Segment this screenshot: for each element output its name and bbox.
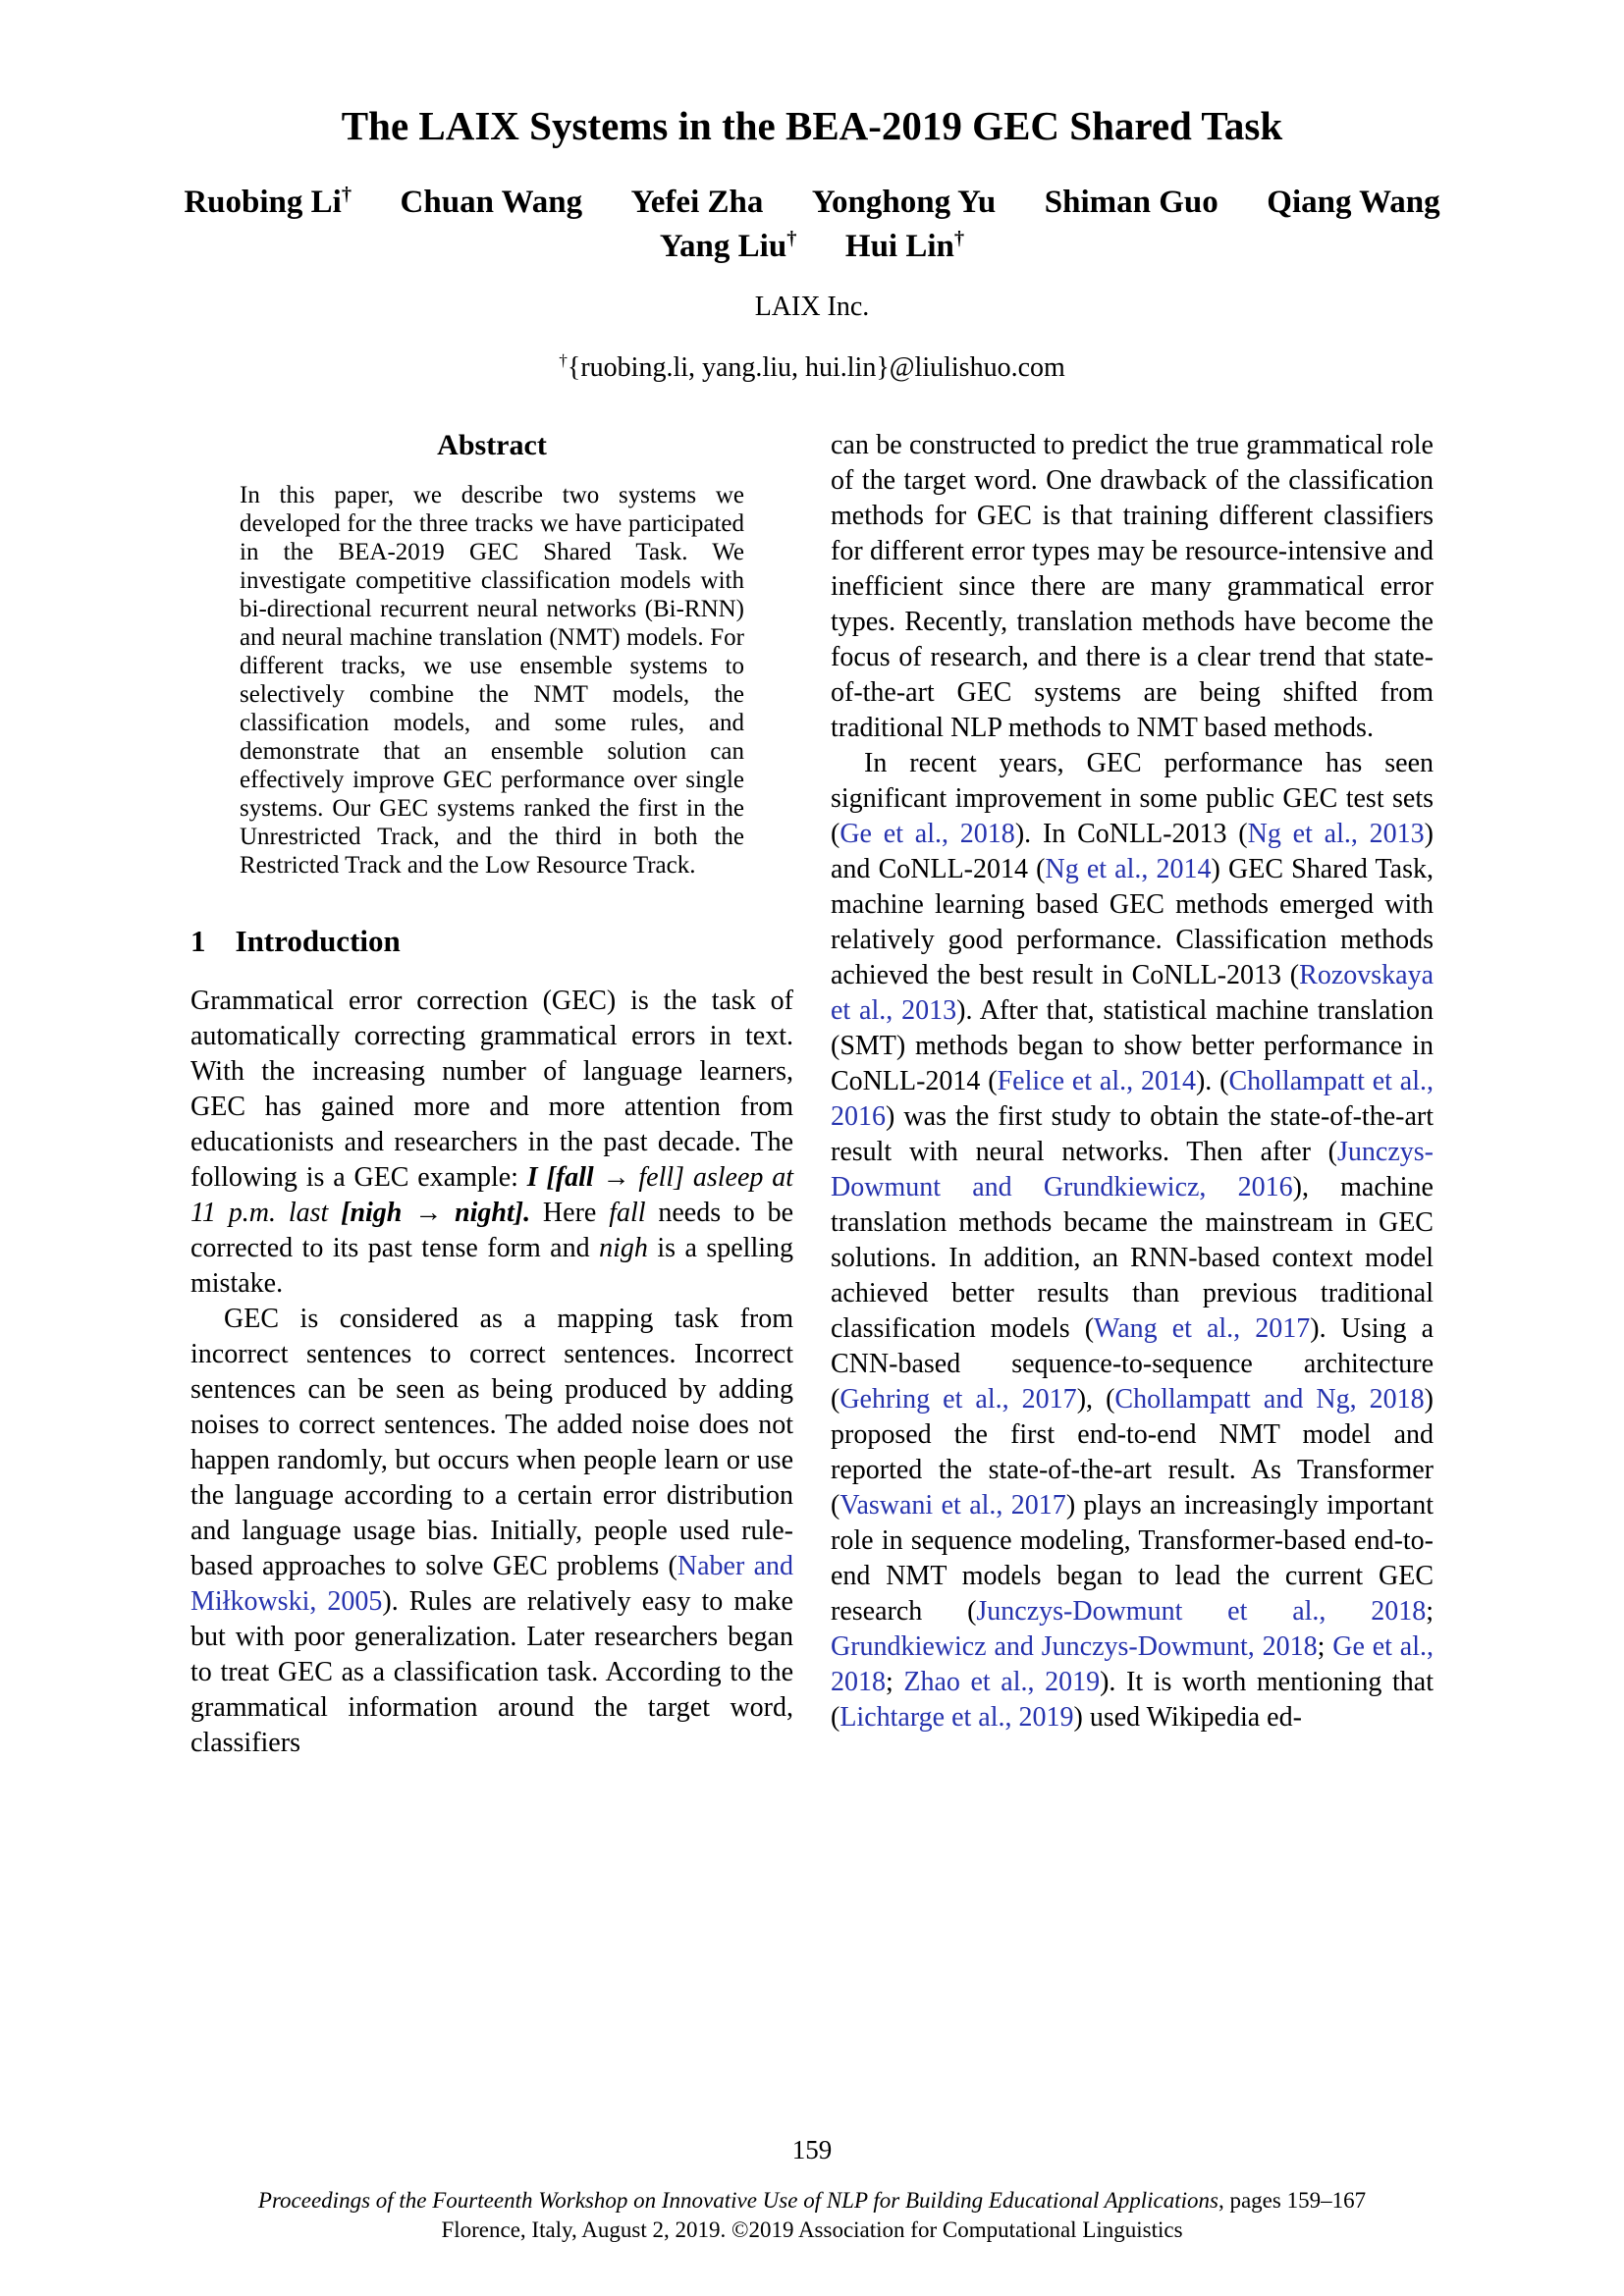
- citation-link[interactable]: Junczys-Dowmunt et al., 2018: [976, 1596, 1427, 1627]
- text-run: , pages 159–167: [1218, 2188, 1367, 2213]
- text-run: {ruobing.li, yang.liu, hui.lin}@liulishuo.com: [567, 352, 1065, 383]
- intro-paragraph-2: [190, 1302, 793, 1761]
- text-run: Chuan Wang: [400, 185, 583, 220]
- text-run: ). In CoNLL-2013 (: [1014, 819, 1248, 849]
- text-run: ) proposed the first end-to-end NMT model and reported the state-of-the-art result. As Transformer (: [831, 1384, 1434, 1521]
- right-paragraph-2: [831, 746, 1434, 1735]
- text-run: ), (: [1076, 1384, 1115, 1415]
- text-run: ), machine translation methods became the mainstream in GEC solutions. In addition, an RNN-based context model achieved better results than previous traditional classification models (: [831, 1172, 1434, 1344]
- author-line-1: [0, 181, 1624, 225]
- text-run-sup: †: [953, 228, 965, 249]
- citation-link[interactable]: Rozovskaya et al., 2013: [831, 960, 1434, 1026]
- text-run: Yefei Zha: [630, 185, 764, 220]
- paper-header: [0, 0, 1624, 385]
- citation-link[interactable]: Naber and Miłkowski, 2005: [190, 1551, 793, 1617]
- text-run-sup: †: [559, 350, 568, 370]
- footer-venue: Florence, Italy, August 2, 2019. ©2019 Association for Computational Linguistics: [441, 2217, 1183, 2242]
- affiliation: LAIX Inc.: [754, 292, 870, 322]
- text-run: Yang Liu: [659, 229, 787, 264]
- citation-link[interactable]: Gehring et al., 2017: [839, 1384, 1077, 1415]
- text-run-bi: [nigh: [341, 1198, 403, 1228]
- email-line: [0, 351, 1624, 385]
- text-run: Ruobing Li: [184, 185, 342, 220]
- citation-link[interactable]: Grundkiewicz and Junczys-Dowmunt, 2018: [831, 1631, 1318, 1662]
- citation-link[interactable]: Chollampatt and Ng, 2018: [1114, 1384, 1425, 1415]
- abstract-text: [240, 481, 744, 880]
- text-run: is a spelling mistake.: [190, 1233, 793, 1299]
- text-run: ;: [1426, 1596, 1434, 1627]
- section-heading-introduction: [190, 923, 793, 960]
- text-run: can be constructed to predict the true grammatical role of the target word. One drawback of the classification methods for GEC is that training different classifiers for different error types may be resource-intensive and inefficient since there are many grammatical error types. Recently, translation methods have become the focus of research, and there is a clear trend that state-of-the-art GEC systems are being shifted from traditional NLP methods to NMT based methods.: [831, 430, 1434, 743]
- citation-link[interactable]: Chollampatt et al., 2016: [831, 1066, 1434, 1132]
- text-run-i: nigh: [599, 1233, 648, 1263]
- author-line-2: [0, 225, 1624, 269]
- text-run-i: →: [593, 1162, 639, 1193]
- text-run-i: fell] asleep at 11 p.m. last: [190, 1162, 794, 1228]
- text-run: Hui Lin: [844, 229, 954, 264]
- page-footer: [0, 2134, 1624, 2245]
- text-run: ) and CoNLL-2014 (: [831, 819, 1434, 884]
- text-run: ) GEC Shared Task, machine learning based GEC methods emerged with relatively good performance. Classification methods achieved the best result in CoNLL-2013 (: [831, 854, 1434, 990]
- citation-link[interactable]: Vaswani et al., 2017: [839, 1490, 1066, 1521]
- citation-link[interactable]: Ge et al., 2018: [839, 819, 1015, 849]
- text-run: Here: [530, 1198, 610, 1228]
- text-run: Yonghong Yu: [811, 185, 997, 220]
- citation-link[interactable]: Ge et al., 2018: [831, 1631, 1434, 1697]
- text-run: ) was the first study to obtain the state-of-the-art result with neural networks. Then after (: [831, 1101, 1434, 1167]
- text-run: [996, 185, 1045, 220]
- section-number: 1: [190, 924, 206, 958]
- citation-link[interactable]: Lichtarge et al., 2019: [839, 1702, 1074, 1733]
- text-run: Grammatical error correction (GEC) is the task of automatically correcting grammatical errors in text. With the increasing number of language learners, GEC has gained more and more attention from educationists and researchers in the past decade. The following is a GEC example:: [190, 986, 793, 1193]
- text-run-sup: †: [786, 228, 797, 249]
- two-column-body: [190, 428, 1434, 1761]
- text-run: GEC is considered as a mapping task from incorrect sentences to correct sentences. Incorrect sentences can be seen as being produced by adding noises to correct sentences. The added noise does not happen randomly, but occurs when people learn or use the language according to a certain error distribution and language usage bias. Initially, people used rule-based approaches to solve GEC problems (: [190, 1304, 793, 1581]
- text-run-sup: †: [341, 184, 352, 205]
- text-run: ) plays an increasingly important role in sequence modeling, Transformer-based end-to-end NMT models began to lead the current GEC research (: [831, 1490, 1434, 1627]
- text-run: [582, 185, 631, 220]
- text-run: In recent years, GEC performance has seen significant improvement in some public GEC test sets (: [831, 748, 1434, 849]
- footer-proceedings: [0, 2186, 1624, 2216]
- citation-link[interactable]: Ng et al., 2013: [1247, 819, 1425, 849]
- text-run: ). (: [1195, 1066, 1229, 1096]
- right-column: [831, 428, 1434, 1735]
- abstract-heading: Abstract: [437, 429, 547, 461]
- text-run: ;: [1317, 1631, 1333, 1662]
- citation-link[interactable]: Junczys-Dowmunt and Grundkiewicz, 2016: [831, 1137, 1434, 1202]
- text-run-i: Proceedings of the Fourteenth Workshop on Innovative Use of NLP for Building Educational Applications: [257, 2188, 1218, 2213]
- page-number: 159: [791, 2135, 833, 2164]
- citation-link[interactable]: Wang et al., 2017: [1094, 1313, 1311, 1344]
- text-run-bi: night].: [455, 1198, 531, 1228]
- text-run: In this paper, we describe two systems we developed for the three tracks we have participated in the BEA-2019 GEC Shared Task. We investigate competitive classification models with bi-directional recurrent neural networks (Bi-RNN) and neural machine translation (NMT) models. For different tracks, we use ensemble systems to selectively combine the NMT models, the classification models, and some rules, and demonstrate that an ensemble solution can effectively improve GEC performance over single systems. Our GEC systems ranked the first in the Unrestricted Track, and the third in both the Restricted Track and the Low Resource Track.: [240, 482, 744, 879]
- right-paragraph-1: [831, 428, 1434, 746]
- text-run: ). After that, statistical machine translation (SMT) methods began to show better performance in CoNLL-2014 (: [831, 995, 1434, 1096]
- text-run: needs to be corrected to its past tense form and: [190, 1198, 794, 1263]
- text-run: ) used Wikipedia ed-: [1073, 1702, 1302, 1733]
- citation-link[interactable]: Zhao et al., 2019: [903, 1667, 1101, 1697]
- citation-link[interactable]: Ng et al., 2014: [1045, 854, 1212, 884]
- text-run: Shiman Guo: [1044, 185, 1218, 220]
- text-run-i: fall: [609, 1198, 646, 1228]
- section-title: Introduction: [235, 924, 401, 958]
- text-run: [763, 185, 812, 220]
- paper-title: The LAIX Systems in the BEA-2019 GEC Shared Task: [341, 103, 1283, 148]
- intro-paragraph-1: [190, 984, 793, 1302]
- text-run: [1218, 185, 1268, 220]
- text-run: ;: [886, 1667, 904, 1697]
- left-column: [190, 428, 793, 1761]
- text-run: ). Using a CNN-based sequence-to-sequence architecture (: [831, 1313, 1435, 1415]
- text-run-i: →: [402, 1198, 456, 1228]
- text-run: [352, 185, 401, 220]
- text-run-bi: I [fall: [526, 1162, 594, 1193]
- citation-link[interactable]: Felice et al., 2014: [997, 1066, 1196, 1096]
- text-run: ). Rules are relatively easy to make but with poor generalization. Later researchers began to treat GEC as a classification task. According to the grammatical information around the target word, classifiers: [190, 1586, 793, 1758]
- text-run: [796, 229, 845, 264]
- text-run: ). It is worth mentioning that (: [831, 1667, 1434, 1733]
- text-run: Qiang Wang: [1267, 185, 1440, 220]
